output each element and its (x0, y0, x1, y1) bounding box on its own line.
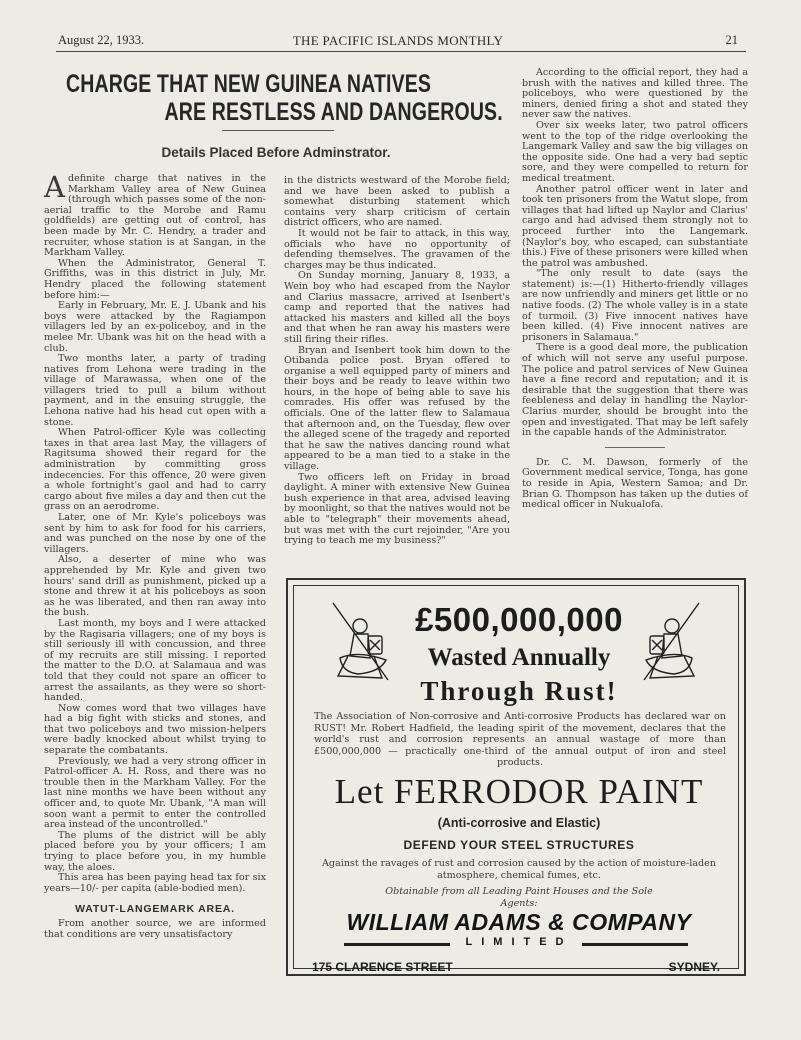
paragraph: When the Administrator, General T. Griffiths, was in this district in July, Mr. Hendry placed the following statement before him:— (44, 257, 266, 301)
paragraph: The plums of the district will be ably placed before you by your officers; I am trying to place before you, in my humble way, the aloes. (44, 829, 266, 873)
knight-icon (328, 598, 398, 688)
ad-tagline-2: Through Rust! (420, 676, 618, 706)
ad-obtainable-text: Obtainable from all Leading Paint Houses and the Sole Agents: (385, 886, 653, 909)
ad-city: SYDNEY. (668, 960, 720, 974)
paragraph: Last month, my boys and I were attacked by the Ragisaria villagers; one of my boys is still seriously ill with concussion, and three of my recruits are still missing. I reported the matter to the D.O. at Salamaua and was told that they could not spare an officer to arrest the assailants, as they were so short-handed. (44, 617, 266, 704)
ad-amount: £500,000,000 (415, 601, 623, 638)
headline-line-1: CHARGE THAT NEW GUINEA NATIVES (66, 70, 432, 98)
ad-against-text: Against the ravages of rust and corrosion caused by the action of moisture-laden atmosphere, chemical fumes, etc. (321, 858, 717, 881)
paragraph: When Patrol-officer Kyle was collecting taxes in that area last May, the villagers of Ragitsuma showed their regard for the administration by committing gross indecencies. For this offence, 20 were given a whole fortnight's gaol and had to carry cargo about five miles a day and then cut the grass on an aerodrome. (44, 427, 266, 513)
ad-tagline-1: Wasted Annually (427, 644, 611, 671)
personal-note: Dr. C. M. Dawson, formerly of the Government medical service, Tonga, has gone to reside in Apia, Western Samoa; and Dr. Brian G. Thompson has taken up the duties of medical officer in Nukualofa. (522, 456, 748, 511)
article-column-2 (284, 176, 510, 547)
ferrodor-advertisement (286, 578, 746, 976)
ad-slogan: Let FERRODOR PAINT (334, 772, 704, 811)
article-column-1 (44, 170, 266, 940)
paragraph: Now comes word that two villages have had a big fight with sticks and stones, and that two policeboys and two mission-helpers were badly knocked about whilst trying to separate the combatants. (44, 702, 266, 757)
paragraph: Another patrol officer went in later and took ten prisoners from the Watut slope, from villages that had lifted up Naylor and Clarius' cargo and had advised them strongly not to proceed further into the Langemark. (Naylor's boy, who escaped, can substantiate this.) Five of these prisoners were killed when the patrol was ambushed. (522, 183, 748, 269)
paragraph: Previously, we had a very strong officer in Patrol-officer A. H. Ross, and there was no trouble then in the Markham Valley. For the last nine months we have been without any officer and, to quote Mr. Ubank, "A man will soon want a permit to enter the controlled area instead of the uncontrolled." (44, 755, 266, 831)
paragraph: Two officers left on Friday in broad daylight. A miner with extensive New Guinea bush experience in that area, advised leaving by moonlight, so that the natives would not be able to "telegraph" their movements ahead, but was met with the curt rejoinder, "Are you trying to teach me my business?" (284, 471, 511, 547)
publication-title: THE PACIFIC ISLANDS MONTHLY (292, 33, 504, 48)
article-headline (66, 70, 503, 126)
section-heading: WATUT-LANGEMARK AREA. (75, 903, 235, 916)
paragraph: Over six weeks later, two patrol officers went to the top of the ridge overlooking the Langemark Valley and saw the big villages on the opposite side. One had a very bad septic sore, and they were compelled to return for medical treatment. (522, 119, 748, 184)
paragraph: Bryan and Isenbert took him down to the Otibanda police post. Bryan offered to organise a well equipped party of miners and their boys and be ready to leave within two hours, in the hope of being able to save his comrades. His offer was refused by the officials. One of the latter flew to Salamaua that afternoon and, on the Tuesday, flew over the alleged scene of the tragedy and reported that he saw the natives dancing round what appeared to be a man tied to a stake in the village. (284, 344, 510, 473)
paragraph: Early in February, Mr. E. J. Ubank and his boys were attacked by the Ragiampon villagers led by an ex-policeboy, and in the melee Mr. Ubank was hit on the head with a club. (44, 300, 266, 354)
ad-defend-line: DEFEND YOUR STEEL STRUCTURES (403, 838, 635, 852)
paragraph: Adefinite charge that natives in the Markham Valley area of New Guinea (through which passes some of the non-aerial traffic to the Morobe and Ramu goldfields) are getting out of control, has been made by Mr. C. Hendry, a trader and recruiter, whose station is at Sangan, in the Markham Valley. (44, 170, 266, 259)
paragraph: Also, a deserter of mine who was apprehended by Mr. Kyle and given two hours' sand drill as punishment, picked up a stone and threw it at his policeboys as soon as he was liberated, and then ran away into the bush. (44, 554, 266, 619)
ad-subtitle: (Anti-corrosive and Elastic) (437, 816, 601, 830)
page-number: 21 (725, 33, 738, 47)
paragraph: From another source, we are informed that conditions are very unsatisfactory (44, 917, 266, 940)
paragraph: On Sunday morning, January 8, 1933, a Wein boy who had escaped from the Naylor and Clarius massacre, arrived at Isenbert's camp and reported that the natives had attacked his masters and killed all the boys and that when he ran away his masters were still firing their rifles. (284, 270, 510, 345)
ad-limited: LIMITED (465, 936, 573, 948)
ad-address: 175 CLARENCE STREET (312, 960, 453, 974)
headline-divider (222, 130, 334, 131)
issue-date: August 22, 1933. (58, 33, 145, 47)
limited-rule-right (582, 943, 688, 946)
page-header (58, 33, 738, 51)
paragraph: There is a good deal more, the publication of which will not serve any useful purpose. The police and patrol services of New Guinea have a fine record and reputation; and it is desirable that the suggestion that there was feebleness and delay in handling the Naylor-Clarius murder, should be brought into the open and investigated. That may be left safely in the capable hands of the Administrator. (522, 342, 748, 439)
headline-line-2: ARE RESTLESS AND DANGEROUS. (164, 98, 503, 126)
paragraph: Later, one of Mr. Kyle's policeboys was sent by him to ask for food for his carriers, and was punched on the nose by one of the villagers. (44, 512, 266, 555)
ad-paragraph: The Association of Non-corrosive and Anti-corrosive Products has declared war on RUST! Mr. Robert Hadfield, the leading spirit of the movement, declares that the world's rust and corrosion represents an annual wastage of more than £500,000,000 — practically one-third of the annual output of iron and steel products. (314, 711, 726, 768)
paragraph: Two months later, a party of trading natives from Lehona were trading in the village of Marawassa, when one of the villagers tried to pull a bilum without payment, and in the ensuing struggle, the Lehona native had his head cut open with a stone. (44, 353, 266, 428)
address-rule (492, 968, 622, 969)
knight-icon (634, 598, 704, 688)
paragraph: It would not be fair to attack, in this way, officials who have no opportunity of defending themselves. The gravamen of the charges may be thus indicated. (284, 227, 510, 271)
paragraph: This area has been paying head tax for six years—10/- per capita (able-bodied men). (44, 872, 266, 894)
column-divider (605, 447, 665, 448)
paragraph: in the districts westward of the Morobe field; and we have been asked to publish a somewhat disturbing statement which contains very sharp criticism of certain district officers, who are named. (284, 175, 510, 229)
article-column-3 (522, 68, 748, 511)
advertisement-inner-border (293, 585, 739, 974)
paragraph: According to the official report, they had a brush with the natives and killed three. The policeboys, who were questioned by the miners, denied firing a shot and stated they never saw the natives. (522, 67, 748, 121)
ad-company-name: WILLIAM ADAMS & COMPANY (346, 909, 692, 935)
article-subheading: Details Placed Before Adminstrator. (161, 145, 391, 160)
paragraph: "The only result to date (says the statement) is:—(1) Hitherto-friendly villages are now unfriendly and miners get little or no native foods. (2) The whole valley is in a state of turmoil. (3) Five innocent natives have been killed. (4) Five innocent natives are prisoners in Salamaua." (522, 268, 748, 343)
header-rule (56, 51, 746, 52)
